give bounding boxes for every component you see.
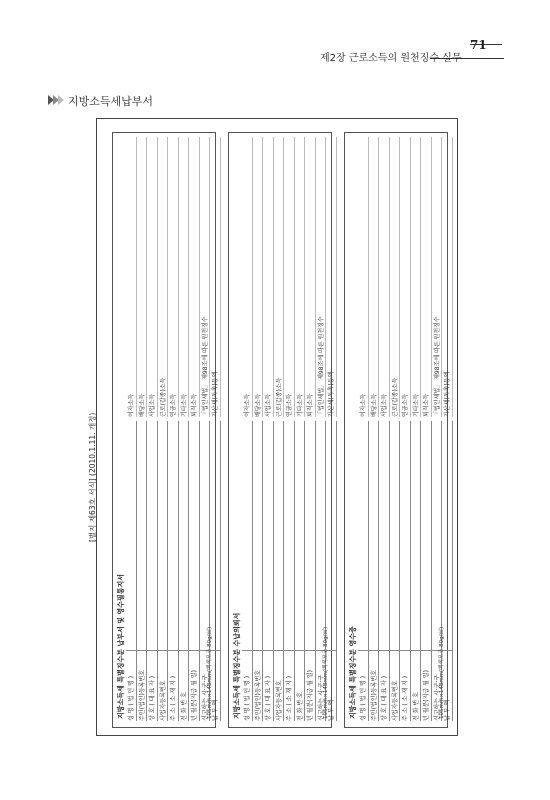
list-item: 배당소득 — [253, 137, 264, 417]
grid-row: 전 화 번 호 — [179, 421, 190, 721]
grid-row: 년 월분(지급 월 일) — [305, 421, 316, 721]
grid-row: 주 소 ( 소 재 지 ) — [400, 421, 411, 721]
list-item: 연금소득 — [168, 137, 179, 417]
grid-row: 년 월분(지급 월 일) — [189, 421, 200, 721]
list-item: 퇴직소득 — [305, 137, 316, 417]
size-note: 105mm×148mm(백색모조 80g/㎡) — [439, 626, 445, 719]
grid-row: 납 부 액 — [210, 421, 221, 721]
list-item: 이자소득 — [358, 137, 369, 417]
grid-row: 납 부 액 — [442, 421, 453, 721]
grid-row: 성 명 ( 법 인 명 ) — [358, 421, 369, 721]
grid-row: 신고하는 시·군·구 — [432, 421, 443, 721]
section-title: 지방소득세납부서 — [68, 95, 154, 108]
list-item: 배당소득 — [137, 137, 148, 417]
grid-row: 사업자등록번호 — [274, 421, 285, 721]
panel-title: 지방소득세 특별징수분 납부서 및 영수필통지서 — [117, 574, 125, 719]
list-item: 기타소득 — [295, 137, 306, 417]
grid-row: 사업자등록번호 — [158, 421, 169, 721]
grid-row: 상 호 ( 대 표 자 ) — [379, 421, 390, 721]
grid-row: 사업자등록번호 — [390, 421, 401, 721]
grid-row: 전 화 번 호 — [295, 421, 306, 721]
grid-row: 신고하는 시·군·구 — [316, 421, 327, 721]
grid-row: 상 호 ( 대 표 자 ) — [147, 421, 158, 721]
items-list — [358, 137, 452, 417]
chapter-title: 제2장 근로소득의 원천징수 실무 — [320, 53, 462, 64]
list-item: 가산세(독촉)등액 — [210, 137, 221, 417]
list-item: 가산세(독촉)등액 — [442, 137, 453, 417]
grid-row: 주민(법인)등록번호 — [369, 421, 380, 721]
grid-row: 년 월분(지급 월 일) — [421, 421, 432, 721]
list-item: 기타소득 — [179, 137, 190, 417]
list-item: 이자소득 — [242, 137, 253, 417]
list-item: 사업소득 — [379, 137, 390, 417]
list-item: 연금소득 — [400, 137, 411, 417]
grid-row: 신고하는 시·군·구 — [200, 421, 211, 721]
size-note: 105mm×148mm(백색모조 80g/㎡) — [323, 626, 329, 719]
list-item: 근로(갑종)소득 — [158, 137, 169, 417]
items-list — [126, 137, 220, 417]
list-item: 기타소득 — [411, 137, 422, 417]
info-grid — [242, 421, 335, 721]
panel-title: 지방소득세 특별징수분 영수증 — [349, 626, 357, 719]
form-caption: [별지 제63호 서식] (2010.1.11. 개정) — [88, 412, 97, 542]
grid-row: 주 소 ( 소 재 지 ) — [284, 421, 295, 721]
list-item: 퇴직소득 — [189, 137, 200, 417]
list-item: 퇴직소득 — [421, 137, 432, 417]
grid-row: 주민(법인)등록번호 — [253, 421, 264, 721]
list-item: 「법인세법」 제98조에 따른 원천징수 — [200, 137, 211, 417]
info-grid — [358, 421, 451, 721]
list-item: 근로(갑종)소득 — [274, 137, 285, 417]
grid-row: 성 명 ( 법 인 명 ) — [242, 421, 253, 721]
grid-row: 납 부 액 — [326, 421, 337, 721]
list-item: 「법인세법」 제98조에 따른 원천징수 — [316, 137, 327, 417]
grid-row: 전 화 번 호 — [411, 421, 422, 721]
list-item: 사업소득 — [147, 137, 158, 417]
list-item: 이자소득 — [126, 137, 137, 417]
list-item: 배당소득 — [369, 137, 380, 417]
grid-row: 성 명 ( 법 인 명 ) — [126, 421, 137, 721]
form-panel-2 — [228, 132, 336, 728]
list-item: 사업소득 — [263, 137, 274, 417]
list-item: 가산세(독촉)등액 — [326, 137, 337, 417]
grid-row: 상 호 ( 대 표 자 ) — [263, 421, 274, 721]
form-panel-1 — [112, 132, 220, 728]
list-item: 「법인세법」 제98조에 따른 원천징수 — [432, 137, 443, 417]
form-panel-3 — [344, 132, 452, 728]
page-number: 71 — [470, 38, 487, 52]
grid-row: 주 소 ( 소 재 지 ) — [168, 421, 179, 721]
panel-title: 지방소득세 특별징수분 수납의뢰서 — [233, 612, 241, 719]
list-item: 연금소득 — [284, 137, 295, 417]
items-list — [242, 137, 336, 417]
list-item: 근로(갑종)소득 — [390, 137, 401, 417]
info-grid — [126, 421, 219, 721]
section-arrow-icon — [48, 94, 64, 106]
size-note: 105mm×148mm(백색모조 80g/㎡) — [207, 626, 213, 719]
grid-row: 주민(법인)등록번호 — [137, 421, 148, 721]
